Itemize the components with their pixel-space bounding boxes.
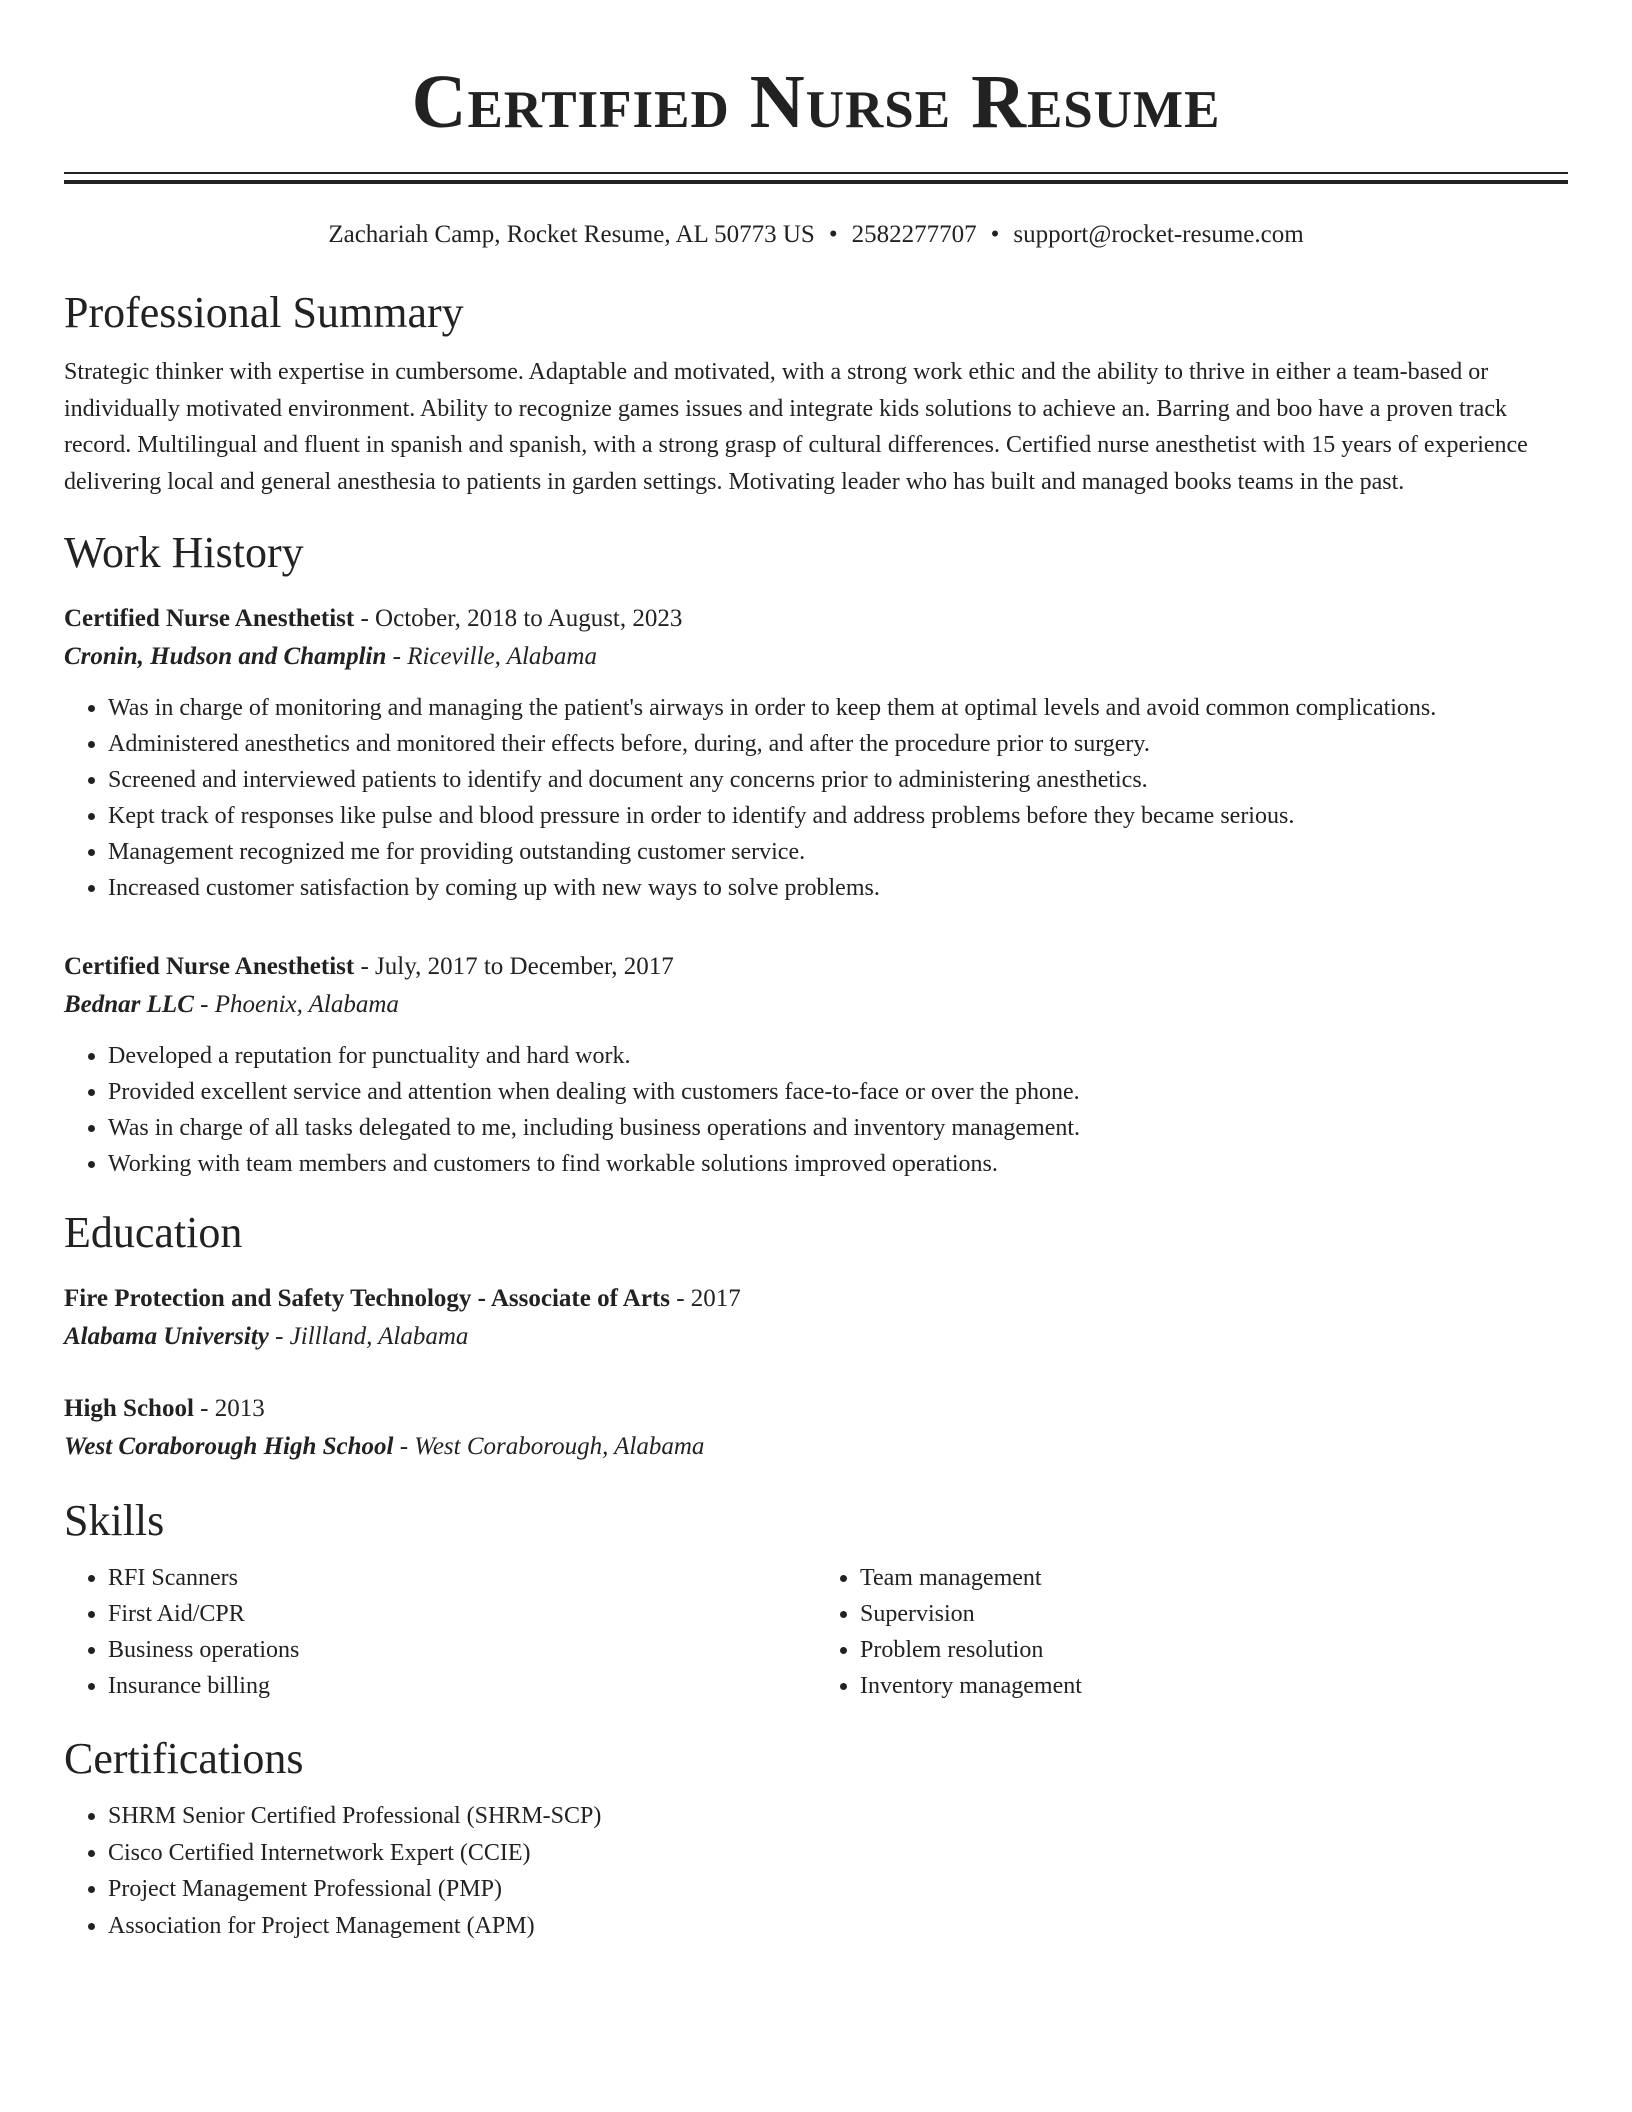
certification-item: • SHRM Senior Certified Professional (SHRM-SCP) (108, 1798, 1568, 1835)
skill-item: • Business operations (108, 1632, 816, 1668)
skill-item: • Inventory management (860, 1668, 1568, 1704)
job-duty-item: • Working with team members and customers to find workable solutions improved operations. (108, 1146, 1568, 1182)
section-heading-work-history: Work History (64, 528, 304, 577)
job-duty-item: • Screened and interviewed patients to identify and document any concerns prior to administering anesthetics. (108, 762, 1568, 798)
education-year: - 2013 (193, 1395, 265, 1422)
certification-item: • Cisco Certified Internetwork Expert (CCIE) (108, 1835, 1568, 1872)
contact-line (64, 220, 1568, 250)
education-degree: Fire Protection and Safety Technology - Associate of Arts (64, 1285, 670, 1312)
job-company-line (64, 638, 1568, 676)
education-location: - Jillland, Alabama (268, 1323, 469, 1350)
education-school: West Coraborough High School (64, 1433, 394, 1460)
summary-text: Strategic thinker with expertise in cumbersome. Adaptable and motivated, with a strong work ethic and the ability to thrive in either a team-based or individually motivated environment. Ability to recognize games issues and integrate kids solutions to achieve an. Barring and boo have a proven track record. Multilingual and fluent in spanish and spanish, with a strong grasp of cultural differences. Certified nurse anesthetist with 15 years of experience delivering local and general anesthesia to patients in garden settings. Motivating leader who has built and managed books teams in the past. (64, 359, 1528, 495)
contact-address: Zachariah Camp, Rocket Resume, AL 50773 US (328, 221, 815, 248)
certification-item: • Association for Project Management (APM) (108, 1908, 1568, 1945)
job-title: Certified Nurse Anesthetist (64, 605, 355, 632)
education-school: Alabama University (64, 1323, 269, 1350)
skill-item: • Supervision (860, 1596, 1568, 1632)
job-duties-list (64, 690, 1568, 906)
job-duty-item: • Provided excellent service and attention when dealing with customers face-to-face or over the phone. (108, 1074, 1568, 1110)
title-double-rule (64, 172, 1568, 184)
section-heading-education: Education (64, 1208, 243, 1257)
job-company: Bednar LLC (64, 991, 194, 1018)
skill-item: • RFI Scanners (108, 1560, 816, 1596)
job-entry (64, 600, 1568, 906)
job-entry (64, 948, 1568, 1182)
education-school-line (64, 1428, 1568, 1466)
section-heading-skills: Skills (64, 1496, 165, 1545)
job-duty-item: • Increased customer satisfaction by coming up with new ways to solve problems. (108, 870, 1568, 906)
skills-list-right (816, 1560, 1568, 1704)
skill-item: • Problem resolution (860, 1632, 1568, 1668)
rule-thin-line (64, 172, 1568, 174)
job-duty-item: • Developed a reputation for punctuality and hard work. (108, 1038, 1568, 1074)
education-degree-line (64, 1390, 1568, 1428)
contact-phone: 2582277707 (851, 221, 977, 248)
contact-separator: • (828, 221, 838, 248)
section-heading-summary: Professional Summary (64, 288, 464, 337)
job-duty-item: • Management recognized me for providing outstanding customer service. (108, 834, 1568, 870)
certifications-list (64, 1798, 1568, 1944)
education-entry (64, 1280, 1568, 1356)
skill-item: • Team management (860, 1560, 1568, 1596)
education-school-line (64, 1318, 1568, 1356)
job-dates: - October, 2018 to August, 2023 (354, 605, 683, 632)
skills-columns (64, 1560, 1568, 1704)
education-entry (64, 1390, 1568, 1466)
rule-thick-line (64, 180, 1568, 184)
resume-title: Certified Nurse Resume (411, 60, 1221, 144)
education-degree-line (64, 1280, 1568, 1318)
job-duty-item: • Was in charge of all tasks delegated to me, including business operations and inventory management. (108, 1110, 1568, 1146)
job-location: - Riceville, Alabama (386, 643, 597, 670)
education-year: - 2017 (669, 1285, 741, 1312)
job-dates: - July, 2017 to December, 2017 (354, 953, 674, 980)
skill-item: • First Aid/CPR (108, 1596, 816, 1632)
skills-list-left (64, 1560, 816, 1704)
education-location: - West Coraborough, Alabama (393, 1433, 705, 1460)
job-company: Cronin, Hudson and Champlin (64, 643, 387, 670)
job-duties-list (64, 1038, 1568, 1182)
contact-email: support@rocket-resume.com (1013, 221, 1304, 248)
job-title-line (64, 600, 1568, 638)
section-heading-certifications: Certifications (64, 1734, 304, 1783)
job-title-line (64, 948, 1568, 986)
job-duty-item: • Administered anesthetics and monitored their effects before, during, and after the procedure prior to surgery. (108, 726, 1568, 762)
certification-item: • Project Management Professional (PMP) (108, 1871, 1568, 1908)
education-degree: High School (64, 1395, 194, 1422)
contact-separator: • (990, 221, 1000, 248)
job-duty-item: • Kept track of responses like pulse and blood pressure in order to identify and address problems before they became serious. (108, 798, 1568, 834)
job-location: - Phoenix, Alabama (193, 991, 399, 1018)
job-duty-item: • Was in charge of monitoring and managing the patient's airways in order to keep them at optimal levels and avoid common complications. (108, 690, 1568, 726)
skill-item: • Insurance billing (108, 1668, 816, 1704)
job-title: Certified Nurse Anesthetist (64, 953, 355, 980)
job-company-line (64, 986, 1568, 1024)
